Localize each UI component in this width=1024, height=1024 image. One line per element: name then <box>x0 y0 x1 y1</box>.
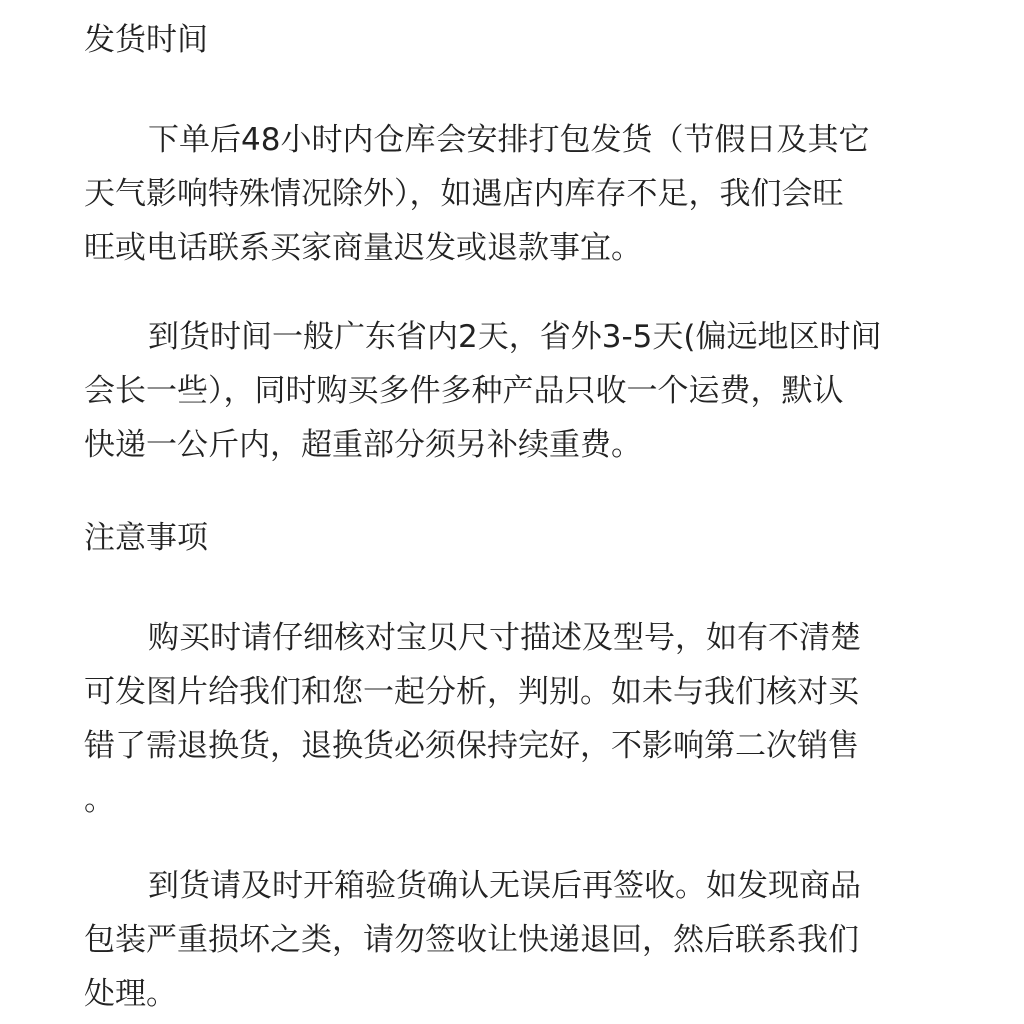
paragraph-line: 快递一公斤内，超重部分须另补续重费。 <box>84 427 642 463</box>
paragraph-inspect-on-arrival <box>84 866 861 1024</box>
paragraph-line: 可发图片给我们和您一起分析，判别。如未与我们核对买 <box>84 674 859 710</box>
paragraph-delivery-time <box>84 317 881 479</box>
paragraph-line: 处理。 <box>84 976 177 1012</box>
paragraph-line: 会长一些），同时购买多件多种产品只收一个运费，默认 <box>84 373 844 409</box>
paragraph-line: 到货请及时开箱验货确认无误后再签收。如发现商品 <box>148 868 861 904</box>
paragraph-line: 错了需退换货，退换货必须保持完好，不影响第二次销售 <box>84 728 859 764</box>
paragraph-purchase-check <box>84 618 861 834</box>
paragraph-line: 下单后48小时内仓库会安排打包发货（节假日及其它 <box>148 122 870 158</box>
paragraph-line: 旺或电话联系买家商量迟发或退款事宜。 <box>84 230 642 266</box>
section-heading-shipping-time: 发货时间 <box>84 22 208 58</box>
section-heading-notes: 注意事项 <box>84 520 208 556</box>
paragraph-line: 购买时请仔细核对宝贝尺寸描述及型号，如有不清楚 <box>148 620 861 656</box>
paragraph-line: 到货时间一般广东省内2天，省外3-5天(偏远地区时间 <box>148 319 882 355</box>
paragraph-line: 。 <box>84 782 115 818</box>
paragraph-line: 天气影响特殊情况除外），如遇店内库存不足，我们会旺 <box>84 176 844 212</box>
paragraph-shipping-dispatch <box>84 120 869 282</box>
paragraph-line: 包装严重损坏之类，请勿签收让快递退回，然后联系我们 <box>84 922 859 958</box>
